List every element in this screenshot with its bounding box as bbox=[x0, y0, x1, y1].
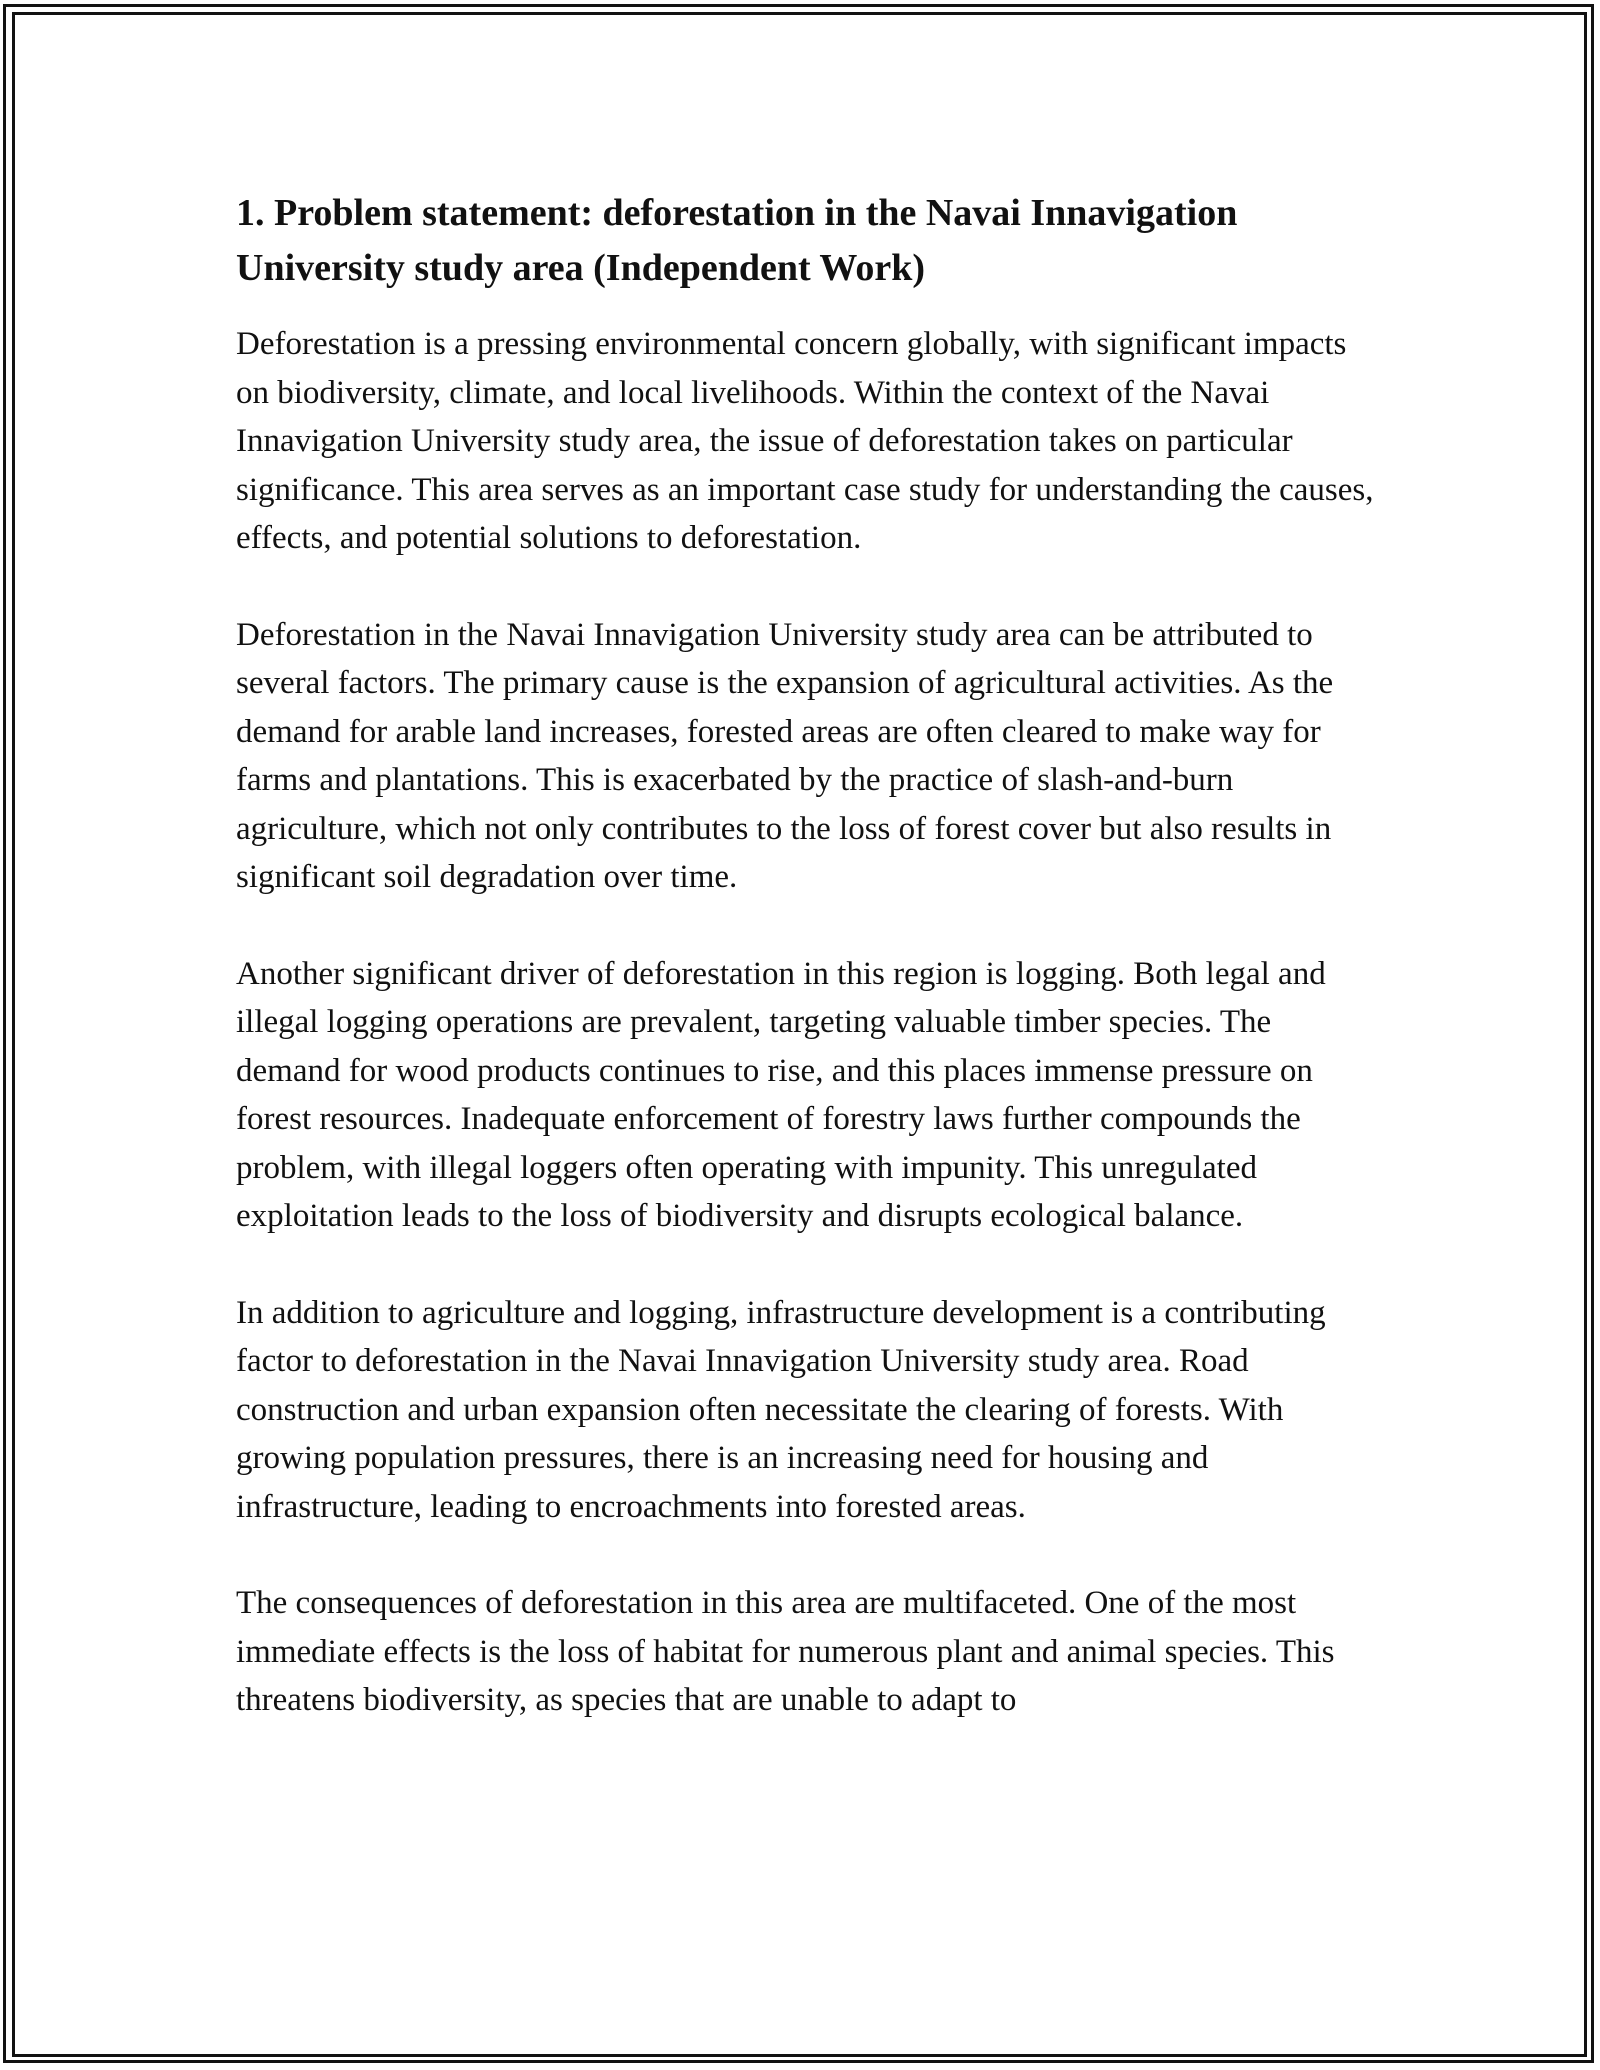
section-heading: 1. Problem statement: deforestation in the Navai Innavigation University study area (Independent Work) bbox=[236, 192, 1238, 289]
paragraph-4: In addition to agriculture and logging, infrastructure development is a contributing factor to deforestation in the Navai Innavigation University study area. Road construction and urban expansion often necessitate the clearing of forests. With growing population pressures, there is an increasing need for housing and infrastructure, leading to encroachments into forested areas. bbox=[236, 1294, 1326, 1525]
paragraph-3: Another significant driver of deforestation in this region is logging. Both legal and illegal logging operations are prevalent, targeting valuable timber species. The demand for wood products continues to rise, and this places immense pressure on forest resources. Inadequate enforcement of forestry laws further compounds the problem, with illegal loggers often operating with impunity. This unregulated exploitation leads to the loss of biodiversity and disrupts ecological balance. bbox=[236, 955, 1326, 1234]
document-body bbox=[236, 186, 1376, 1773]
paragraph-2: Deforestation in the Navai Innavigation University study area can be attributed to several factors. The primary cause is the expansion of agricultural activities. As the demand for arable land increases, forested areas are often cleared to make way for farms and plantations. This is exacerbated by the practice of slash-and-burn agriculture, which not only contributes to the loss of forest cover but also results in significant soil degradation over time. bbox=[236, 616, 1334, 895]
paragraph-5: The consequences of deforestation in this area are multifaceted. One of the most immediate effects is the loss of habitat for numerous plant and animal species. This threatens biodiversity, as species that are unable to adapt to bbox=[236, 1585, 1335, 1718]
paragraph-1: Deforestation is a pressing environmental concern globally, with significant impacts on biodiversity, climate, and local livelihoods. Within the context of the Navai Innavigation University study area, the issue of deforestation takes on particular significance. This area serves as an important case study for understanding the causes, effects, and potential solutions to deforestation. bbox=[236, 326, 1374, 556]
